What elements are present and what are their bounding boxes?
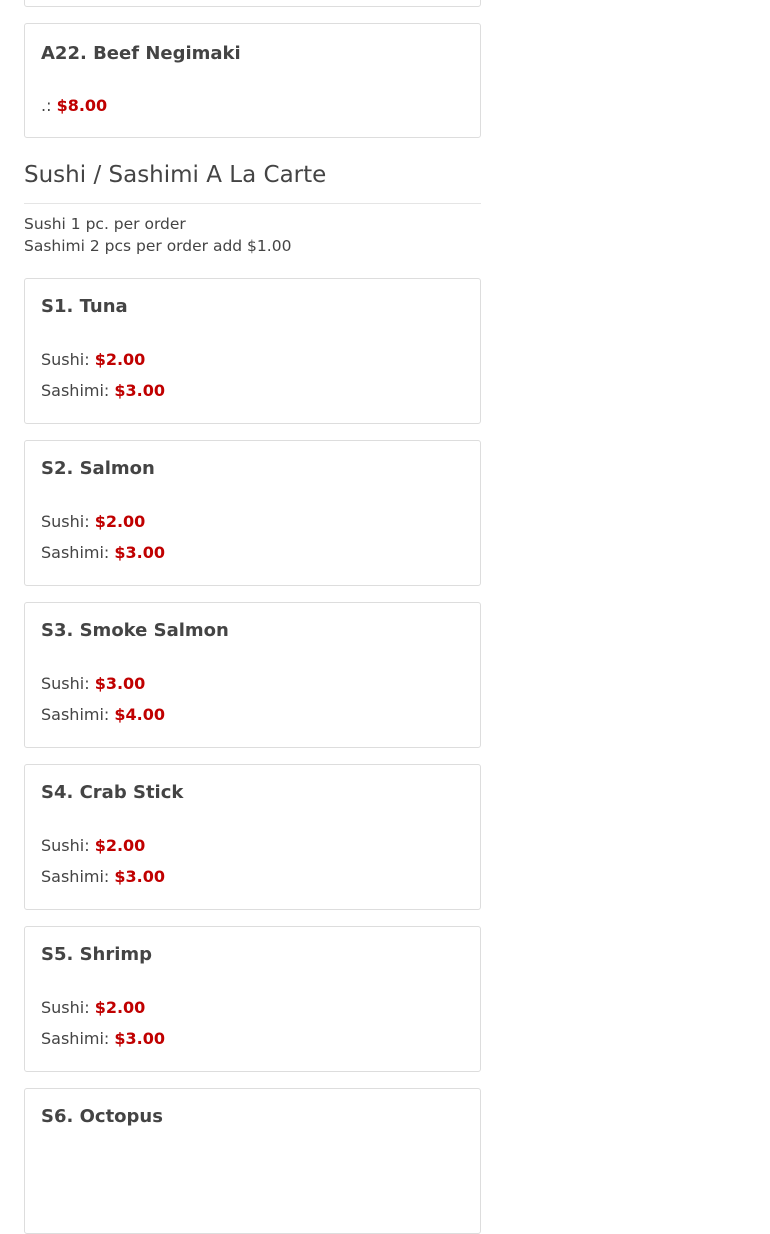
sushi-price: $3.00 [94, 674, 146, 693]
menu-item-card-partial[interactable] [24, 0, 481, 7]
sashimi-label: Sashimi: [41, 381, 110, 400]
menu-item-card-s6[interactable] [24, 1088, 481, 1234]
menu-item-card-s2[interactable] [24, 440, 481, 586]
section-title: Sushi / Sashimi A La Carte [24, 162, 327, 188]
sashimi-price: $4.00 [114, 705, 166, 724]
sushi-price: $2.00 [94, 350, 146, 369]
sushi-label: Sushi: [41, 998, 90, 1017]
menu-item-title: S4. Crab Stick [41, 782, 184, 803]
section-divider [24, 203, 481, 204]
sashimi-price: $3.00 [114, 867, 166, 886]
sushi-price-line [41, 674, 145, 693]
sushi-price-line [41, 512, 145, 531]
sashimi-label: Sashimi: [41, 867, 110, 886]
sushi-label: Sushi: [41, 836, 90, 855]
sashimi-label: Sashimi: [41, 705, 110, 724]
menu-item-title: S6. Octopus [41, 1106, 163, 1127]
menu-item-card-a22[interactable] [24, 23, 481, 138]
section-note-sashimi: Sashimi 2 pcs per order add $1.00 [24, 237, 292, 255]
sushi-label: Sushi: [41, 512, 90, 531]
sushi-price-line [41, 350, 145, 369]
sushi-price: $2.00 [94, 836, 146, 855]
sushi-label: Sushi: [41, 350, 90, 369]
sushi-price-line [41, 998, 145, 1017]
sushi-label: Sushi: [41, 674, 90, 693]
sashimi-price: $3.00 [114, 543, 166, 562]
sashimi-price: $3.00 [114, 381, 166, 400]
sushi-price: $2.00 [94, 512, 146, 531]
menu-item-card-s3[interactable] [24, 602, 481, 748]
sashimi-label: Sashimi: [41, 1029, 110, 1048]
menu-item-title: S2. Salmon [41, 458, 155, 479]
menu-item-card-s5[interactable] [24, 926, 481, 1072]
menu-item-title: S1. Tuna [41, 296, 128, 317]
menu-item-title: S3. Smoke Salmon [41, 620, 229, 641]
menu-item-card-s4[interactable] [24, 764, 481, 910]
sashimi-price-line [41, 543, 165, 562]
price-label: .: [41, 96, 52, 115]
section-note-sushi: Sushi 1 pc. per order [24, 215, 186, 233]
menu-item-card-s1[interactable] [24, 278, 481, 424]
sashimi-label: Sashimi: [41, 543, 110, 562]
sashimi-price-line [41, 705, 165, 724]
sashimi-price-line [41, 381, 165, 400]
menu-item-title: A22. Beef Negimaki [41, 43, 241, 64]
price-value: $8.00 [56, 96, 108, 115]
menu-item-price-line [41, 96, 107, 115]
sushi-price-line [41, 836, 145, 855]
sashimi-price-line [41, 1029, 165, 1048]
menu-item-title: S5. Shrimp [41, 944, 153, 965]
sashimi-price-line [41, 867, 165, 886]
sushi-price: $2.00 [94, 998, 146, 1017]
sashimi-price: $3.00 [114, 1029, 166, 1048]
